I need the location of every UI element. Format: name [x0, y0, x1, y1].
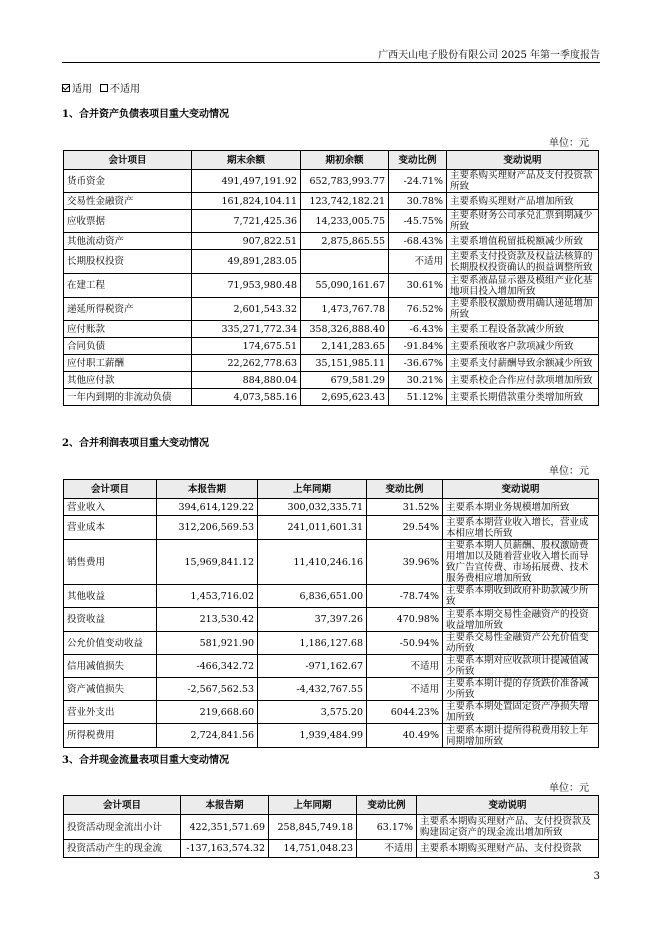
description-cell: 主要系预收客户款项减少所致: [447, 338, 599, 355]
income-statement-table: [63, 479, 599, 748]
description-cell: 主要系股权激励费用确认递延增加所致: [447, 298, 599, 321]
item-cell: 投资活动产生的现金流: [64, 840, 181, 858]
ratio-cell: -50.94%: [367, 632, 443, 655]
column-header: 变动比例: [389, 151, 447, 170]
table-row: [64, 815, 599, 840]
ratio-cell: 76.52%: [389, 298, 447, 321]
value-cell: -2,567,562.53: [157, 678, 258, 701]
ratio-cell: 63.17%: [357, 815, 417, 840]
column-header: 会计项目: [64, 796, 181, 815]
description-cell: 主要系本期交易性金融资产的投资收益增加所致: [443, 608, 599, 632]
checked-checkbox-icon[interactable]: [62, 84, 70, 92]
description-cell: 主要系本期人员薪酬、股权激励费用增加以及随着营业收入增长而导致广告宣传费、市场拓展费、技术服务费相应增加所致: [443, 540, 599, 585]
column-header: 期初余额: [301, 151, 389, 170]
table-row: [64, 608, 599, 632]
item-cell: 销售费用: [64, 540, 157, 585]
table-row: [64, 632, 599, 655]
value-cell: 1,186,127.68: [258, 632, 367, 655]
value-cell: 7,721,425.36: [192, 210, 301, 233]
item-cell: 交易性金融资产: [64, 193, 192, 210]
ratio-cell: 不适用: [389, 250, 447, 274]
item-cell: 货币资金: [64, 170, 192, 193]
table-row: [64, 355, 599, 372]
table-row: [64, 516, 599, 540]
description-cell: 主要系本期对应收款项计提减值减少所致: [443, 655, 599, 678]
table-row: [64, 274, 599, 298]
value-cell: 394,614,129.22: [157, 499, 258, 516]
table-row: [64, 321, 599, 338]
ratio-cell: 470.98%: [367, 608, 443, 632]
table-row: [64, 372, 599, 389]
applicability-options: [62, 80, 140, 95]
column-header: 变动比例: [357, 796, 417, 815]
value-cell: 581,921.90: [157, 632, 258, 655]
table-row: [64, 585, 599, 608]
column-header: 变动比例: [367, 480, 443, 499]
ratio-cell: -91.84%: [389, 338, 447, 355]
value-cell: 241,011,601.31: [258, 516, 367, 540]
ratio-cell: 51.12%: [389, 389, 447, 406]
value-cell: 14,233,005.75: [301, 210, 389, 233]
value-cell: -971,162.67: [258, 655, 367, 678]
ratio-cell: -36.67%: [389, 355, 447, 372]
value-cell: 11,410,246.16: [258, 540, 367, 585]
item-cell: 应收票据: [64, 210, 192, 233]
item-cell: 营业外支出: [64, 701, 157, 724]
ratio-cell: 30.21%: [389, 372, 447, 389]
balance-sheet-unit: 单位：元: [549, 138, 589, 149]
value-cell: 300,032,335.71: [258, 499, 367, 516]
table-row: [64, 250, 599, 274]
ratio-cell: 29.54%: [367, 516, 443, 540]
description-cell: 主要系支付薪酬导致余额减少所致: [447, 355, 599, 372]
item-cell: 营业成本: [64, 516, 157, 540]
value-cell: 213,530.42: [157, 608, 258, 632]
value-cell: 22,262,778.63: [192, 355, 301, 372]
value-cell: 37,397.26: [258, 608, 367, 632]
table-row: [64, 678, 599, 701]
value-cell: 174,675.51: [192, 338, 301, 355]
table-header-row: [64, 151, 599, 170]
description-cell: 主要系校企合作应付款项增加所致: [447, 372, 599, 389]
ratio-cell: 30.78%: [389, 193, 447, 210]
table-header-row: [64, 796, 599, 815]
ratio-cell: -78.74%: [367, 585, 443, 608]
unchecked-checkbox-icon[interactable]: [100, 84, 108, 92]
description-cell: 主要系本期计提所得税费用较上年同期增加所致: [443, 724, 599, 748]
description-cell: 主要系财务公司承兑汇票到期减少所致: [447, 210, 599, 233]
value-cell: 907,822.51: [192, 233, 301, 250]
table-row: [64, 540, 599, 585]
value-cell: -4,432,767.55: [258, 678, 367, 701]
description-cell: 主要系工程设备款减少所致: [447, 321, 599, 338]
item-cell: 信用减值损失: [64, 655, 157, 678]
ratio-cell: 39.96%: [367, 540, 443, 585]
table-row: [64, 701, 599, 724]
value-cell: [301, 250, 389, 274]
value-cell: 35,151,985.11: [301, 355, 389, 372]
value-cell: 2,601,543.32: [192, 298, 301, 321]
description-cell: 主要系本期业务规模增加所致: [443, 499, 599, 516]
value-cell: 4,073,585.16: [192, 389, 301, 406]
value-cell: 358,326,888.40: [301, 321, 389, 338]
table-row: [64, 338, 599, 355]
value-cell: 2,724,841.56: [157, 724, 258, 748]
value-cell: 1,453,716.02: [157, 585, 258, 608]
column-header: 会计项目: [64, 151, 192, 170]
item-cell: 应付账款: [64, 321, 192, 338]
table-row: [64, 389, 599, 406]
cash-flow-unit: 单位：元: [549, 783, 589, 794]
description-cell: 主要系本期营业收入增长，营业成本相应增长所致: [443, 516, 599, 540]
value-cell: 3,575.20: [258, 701, 367, 724]
item-cell: 营业收入: [64, 499, 157, 516]
column-header: 变动说明: [417, 796, 599, 815]
page-header: 广西天山电子股份有限公司 2025 年第一季度报告: [378, 50, 600, 61]
description-cell: 主要系本期购买理财产品、支付投资款及购建固定资产的现金流出增加所致: [417, 815, 599, 840]
table-row: [64, 499, 599, 516]
not-applicable-label: 不适用: [110, 84, 140, 95]
column-header: 期末余额: [192, 151, 301, 170]
balance-sheet-table: [63, 150, 599, 406]
value-cell: 1,473,767.78: [301, 298, 389, 321]
description-cell: 主要系液晶显示器及模组产业化基地项目投入增加所致: [447, 274, 599, 298]
value-cell: 123,742,182.21: [301, 193, 389, 210]
column-header: 会计项目: [64, 480, 157, 499]
description-cell: 主要系本期计提的存货跌价准备减少所致: [443, 678, 599, 701]
income-statement-title: 2、合并利润表项目重大变动情况: [62, 438, 209, 449]
value-cell: 679,581.29: [301, 372, 389, 389]
item-cell: 在建工程: [64, 274, 192, 298]
ratio-cell: -6.43%: [389, 321, 447, 338]
applicable-label: 适用: [72, 84, 92, 95]
value-cell: 2,875,865.55: [301, 233, 389, 250]
ratio-cell: 不适用: [357, 840, 417, 858]
item-cell: 投资活动现金流出小计: [64, 815, 181, 840]
item-cell: 其他流动资产: [64, 233, 192, 250]
page-number: 3: [593, 871, 600, 882]
column-header: 变动说明: [443, 480, 599, 499]
value-cell: 652,783,993.77: [301, 170, 389, 193]
table-row: [64, 724, 599, 748]
item-cell: 长期股权投资: [64, 250, 192, 274]
table-row: [64, 655, 599, 678]
description-cell: 主要系本期处置固定资产净损失增加所致: [443, 701, 599, 724]
table-row: [64, 193, 599, 210]
balance-sheet-title: 1、合并资产负债表项目重大变动情况: [62, 109, 229, 120]
description-cell: 主要系支付投资款及权益法核算的长期股权投资确认的损益调整所致: [447, 250, 599, 274]
description-cell: 主要系购买理财产品增加所致: [447, 193, 599, 210]
ratio-cell: 不适用: [367, 678, 443, 701]
value-cell: 884,880.04: [192, 372, 301, 389]
value-cell: 422,351,571.69: [181, 815, 269, 840]
ratio-cell: 40.49%: [367, 724, 443, 748]
ratio-cell: -45.75%: [389, 210, 447, 233]
description-cell: 主要系购买理财产品及支付投资款所致: [447, 170, 599, 193]
item-cell: 公允价值变动收益: [64, 632, 157, 655]
value-cell: 335,271,772.34: [192, 321, 301, 338]
item-cell: 其他收益: [64, 585, 157, 608]
value-cell: 161,824,104.11: [192, 193, 301, 210]
table-row: [64, 298, 599, 321]
value-cell: 15,969,841.12: [157, 540, 258, 585]
table-header-row: [64, 480, 599, 499]
cash-flow-table: [63, 795, 599, 858]
item-cell: 应付职工薪酬: [64, 355, 192, 372]
ratio-cell: 30.61%: [389, 274, 447, 298]
value-cell: 71,953,980.48: [192, 274, 301, 298]
value-cell: 14,751,048.23: [269, 840, 357, 858]
ratio-cell: 6044.23%: [367, 701, 443, 724]
value-cell: -466,342.72: [157, 655, 258, 678]
column-header: 本报告期: [157, 480, 258, 499]
ratio-cell: 31.52%: [367, 499, 443, 516]
item-cell: 所得税费用: [64, 724, 157, 748]
item-cell: 其他应付款: [64, 372, 192, 389]
header-rule: [62, 62, 600, 63]
description-cell: 主要系本期收到政府补助款减少所致: [443, 585, 599, 608]
value-cell: 55,090,161.67: [301, 274, 389, 298]
item-cell: 投资收益: [64, 608, 157, 632]
value-cell: 491,497,191.92: [192, 170, 301, 193]
income-statement-unit: 单位：元: [549, 466, 589, 477]
table-row: [64, 170, 599, 193]
value-cell: 49,891,283.05: [192, 250, 301, 274]
table-row: [64, 233, 599, 250]
value-cell: 2,695,623.43: [301, 389, 389, 406]
value-cell: 1,939,484.99: [258, 724, 367, 748]
item-cell: 一年内到期的非流动负债: [64, 389, 192, 406]
column-header: 上年同期: [258, 480, 367, 499]
description-cell: 主要系交易性金融资产公允价值变动所致: [443, 632, 599, 655]
table-row: [64, 840, 599, 858]
description-cell: 主要系本期购买理财产品、支付投资款: [417, 840, 599, 858]
ratio-cell: -68.43%: [389, 233, 447, 250]
column-header: 本报告期: [181, 796, 269, 815]
description-cell: 主要系长期借款重分类增加所致: [447, 389, 599, 406]
item-cell: 递延所得税资产: [64, 298, 192, 321]
value-cell: 312,206,569.53: [157, 516, 258, 540]
column-header: 变动说明: [447, 151, 599, 170]
cash-flow-title: 3、合并现金流量表项目重大变动情况: [62, 755, 229, 766]
ratio-cell: -24.71%: [389, 170, 447, 193]
value-cell: 258,845,749.18: [269, 815, 357, 840]
value-cell: 2,141,283.65: [301, 338, 389, 355]
ratio-cell: 不适用: [367, 655, 443, 678]
value-cell: 6,836,651.00: [258, 585, 367, 608]
column-header: 上年同期: [269, 796, 357, 815]
item-cell: 资产减值损失: [64, 678, 157, 701]
value-cell: -137,163,574.32: [181, 840, 269, 858]
description-cell: 主要系增值税留抵税额减少所致: [447, 233, 599, 250]
item-cell: 合同负债: [64, 338, 192, 355]
table-row: [64, 210, 599, 233]
value-cell: 219,668.60: [157, 701, 258, 724]
